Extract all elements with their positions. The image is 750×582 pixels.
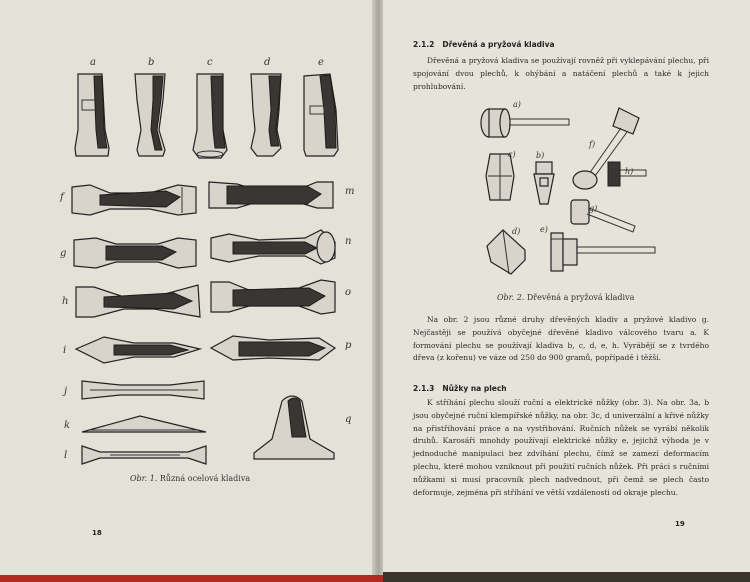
figure-label-k: k <box>64 420 71 431</box>
hammer-o <box>209 278 339 318</box>
body-paragraph-2: K stříhání plechu slouží ruční a elektrické nůžky (obr. 3). Na obr. 3a, b jsou obyčejné ruční klempířské nůžky, na obr. 3c, d univerzální a křivé nůžky na přistřihování práce a na vystřihování. Ručních nůžek se vyrábí několik druhů. Karosáři mnohdy používají elektrické nůžky e, jejichž výhoda je v jednoduché manipulaci bez zdvíhání plechu, čímž se zamezí deformacím plechu, které mohou vzniknout při použití ručních nůžek. Při práci s ručními nůžkami si musí pracovník plech nadvednout, při čemž se plech často deformuje, zejména při stříhání ve větší vzdálenosti od okraje plechu. <box>413 398 709 497</box>
wooden-hammer-a <box>479 105 574 145</box>
dark-bottom-edge <box>383 572 750 582</box>
figure-label-b: b <box>148 57 155 68</box>
hammer-i <box>74 333 204 369</box>
rubber-hammer-g <box>569 196 639 236</box>
page-number-right: 19 <box>675 520 685 528</box>
figure-label-f: f <box>60 192 64 203</box>
hammer-head-a <box>72 70 112 160</box>
hammer-f <box>70 183 200 223</box>
figure2-label-e: e) <box>540 225 548 234</box>
right-page <box>383 0 750 582</box>
page-number-left: 18 <box>92 529 102 537</box>
caption-text: Různá ocelová kladiva <box>159 474 251 483</box>
hammer-head-b <box>131 70 171 160</box>
figure-label-g: g <box>60 248 67 259</box>
figure-label-p: p <box>345 340 352 351</box>
hammer-head-e <box>300 70 344 160</box>
figure-label-d: d <box>264 57 271 68</box>
section-heading-212 <box>413 40 563 49</box>
hammer-q <box>252 393 342 463</box>
section-title: Dřevěná a pryžová kladiva <box>442 40 555 49</box>
figure-label-c: c <box>207 57 213 68</box>
hammer-n <box>209 228 339 268</box>
figure2-label-f: f) <box>589 140 596 149</box>
figure-label-n: n <box>345 236 352 247</box>
figure-label-a: a <box>90 57 96 68</box>
figure-label-m: m <box>345 186 355 197</box>
caption-prefix: Obr. 1. <box>130 474 158 483</box>
wooden-hammer-b <box>532 160 556 210</box>
red-cover-edge <box>0 575 383 582</box>
hammer-j <box>80 377 210 407</box>
wooden-hammer-d <box>485 228 529 278</box>
figure2-caption-prefix: Obr. 2. <box>497 293 525 302</box>
body-paragraph-1: Na obr. 2 jsou různé druhy dřevěných kladiv a pryžové kladivo g. Nejčastěji se používá obyčejné dřevěné kladivo válcového tvaru a. K formování plechu se používají kladiva b, c, d, e, h. Vyrábějí se z tvrdého dřeva (z kořenu) ve váze od 250 do 900 gramů, popřípadě i těžší. <box>413 315 709 363</box>
hammer-head-c <box>191 70 231 160</box>
figure2-label-h: h) <box>625 167 634 176</box>
figure2-caption <box>497 293 634 302</box>
section2-title: Nůžky na plech <box>442 384 507 393</box>
hammer-head-d <box>247 70 287 160</box>
hammer-g <box>72 234 202 274</box>
section-number: 2.1.2 <box>413 40 435 49</box>
hammer-p <box>209 332 339 368</box>
figure2-label-g: g) <box>589 204 598 213</box>
figure-label-i: i <box>63 345 67 356</box>
figure-label-o: o <box>345 287 352 298</box>
hammer-h <box>74 283 204 323</box>
figure-label-j: j <box>64 386 68 397</box>
hammer-k <box>80 412 210 438</box>
figure-label-h: h <box>62 296 69 307</box>
hammer-m <box>207 178 337 214</box>
hammer-l <box>80 442 210 468</box>
figure-label-q: q <box>345 414 352 425</box>
figure2-caption-text: Dřevěná a pryžová kladiva <box>526 293 635 302</box>
intro-paragraph: Dřevěná a pryžová kladiva se používají rovněž při vyklepávání plechu, při spojování dvou plechů, k ohýbání a natáčení plechů a také k jejich prohlubování. <box>413 56 709 91</box>
section2-number: 2.1.3 <box>413 384 435 393</box>
figure-label-l: l <box>64 450 68 461</box>
figure-label-e: e <box>318 57 324 68</box>
figure2-label-c: c) <box>508 150 516 159</box>
figure2-label-b: b) <box>536 151 545 160</box>
figure2-label-a: a) <box>513 100 521 109</box>
figure2-label-d: d) <box>512 227 521 236</box>
section-heading-213 <box>413 384 515 393</box>
figure-caption <box>130 474 250 483</box>
